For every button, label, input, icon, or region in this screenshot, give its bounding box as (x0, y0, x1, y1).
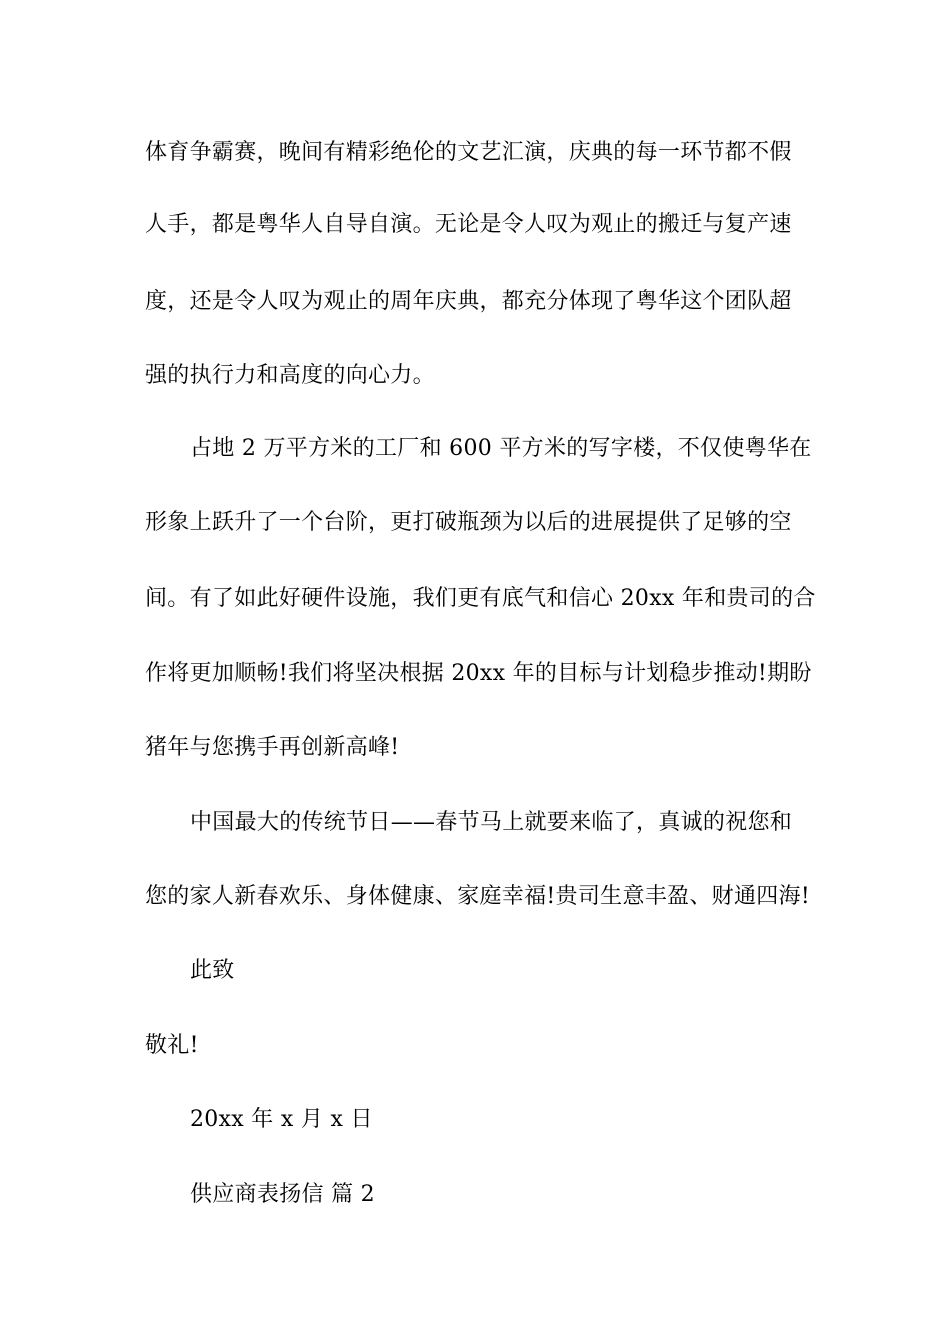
date-line: 20xx 年 x 月 x 日 (190, 1107, 373, 1132)
text-line-4: 强的执行力和高度的向心力。 (145, 363, 435, 388)
closing-regards: 敬礼! (145, 1033, 199, 1058)
paragraph-2-line-2: 形象上跃升了一个台阶，更打破瓶颈为以后的进展提供了足够的空 (145, 510, 792, 535)
paragraph-2-line-3: 间。有了如此好硬件设施，我们更有底气和信心 20xx 年和贵司的合 (145, 586, 816, 611)
paragraph-2-line-4: 作将更加顺畅!我们将坚决根据 20xx 年的目标与计划稳步推动!期盼 (145, 661, 812, 686)
text-line-3: 度，还是令人叹为观止的周年庆典，都充分体现了粤华这个团队超 (145, 289, 792, 314)
text-line-2: 人手，都是粤华人自导自演。无论是令人叹为观止的搬迁与复产速 (145, 212, 792, 237)
paragraph-2-line-5: 猪年与您携手再创新高峰! (145, 735, 400, 760)
paragraph-3-line-2: 您的家人新春欢乐、身体健康、家庭幸福!贵司生意丰盈、财通四海! (145, 884, 810, 909)
closing-salutation: 此致 (190, 958, 235, 983)
text-line-1: 体育争霸赛，晚间有精彩绝伦的文艺汇演，庆典的每一环节都不假 (145, 140, 792, 165)
section-heading: 供应商表扬信 篇 2 (190, 1182, 375, 1207)
paragraph-2-line-1: 占地 2 万平方米的工厂和 600 平方米的写字楼，不仅使粤华在 (190, 436, 812, 461)
paragraph-3-line-1: 中国最大的传统节日——春节马上就要来临了，真诚的祝您和 (190, 810, 793, 835)
